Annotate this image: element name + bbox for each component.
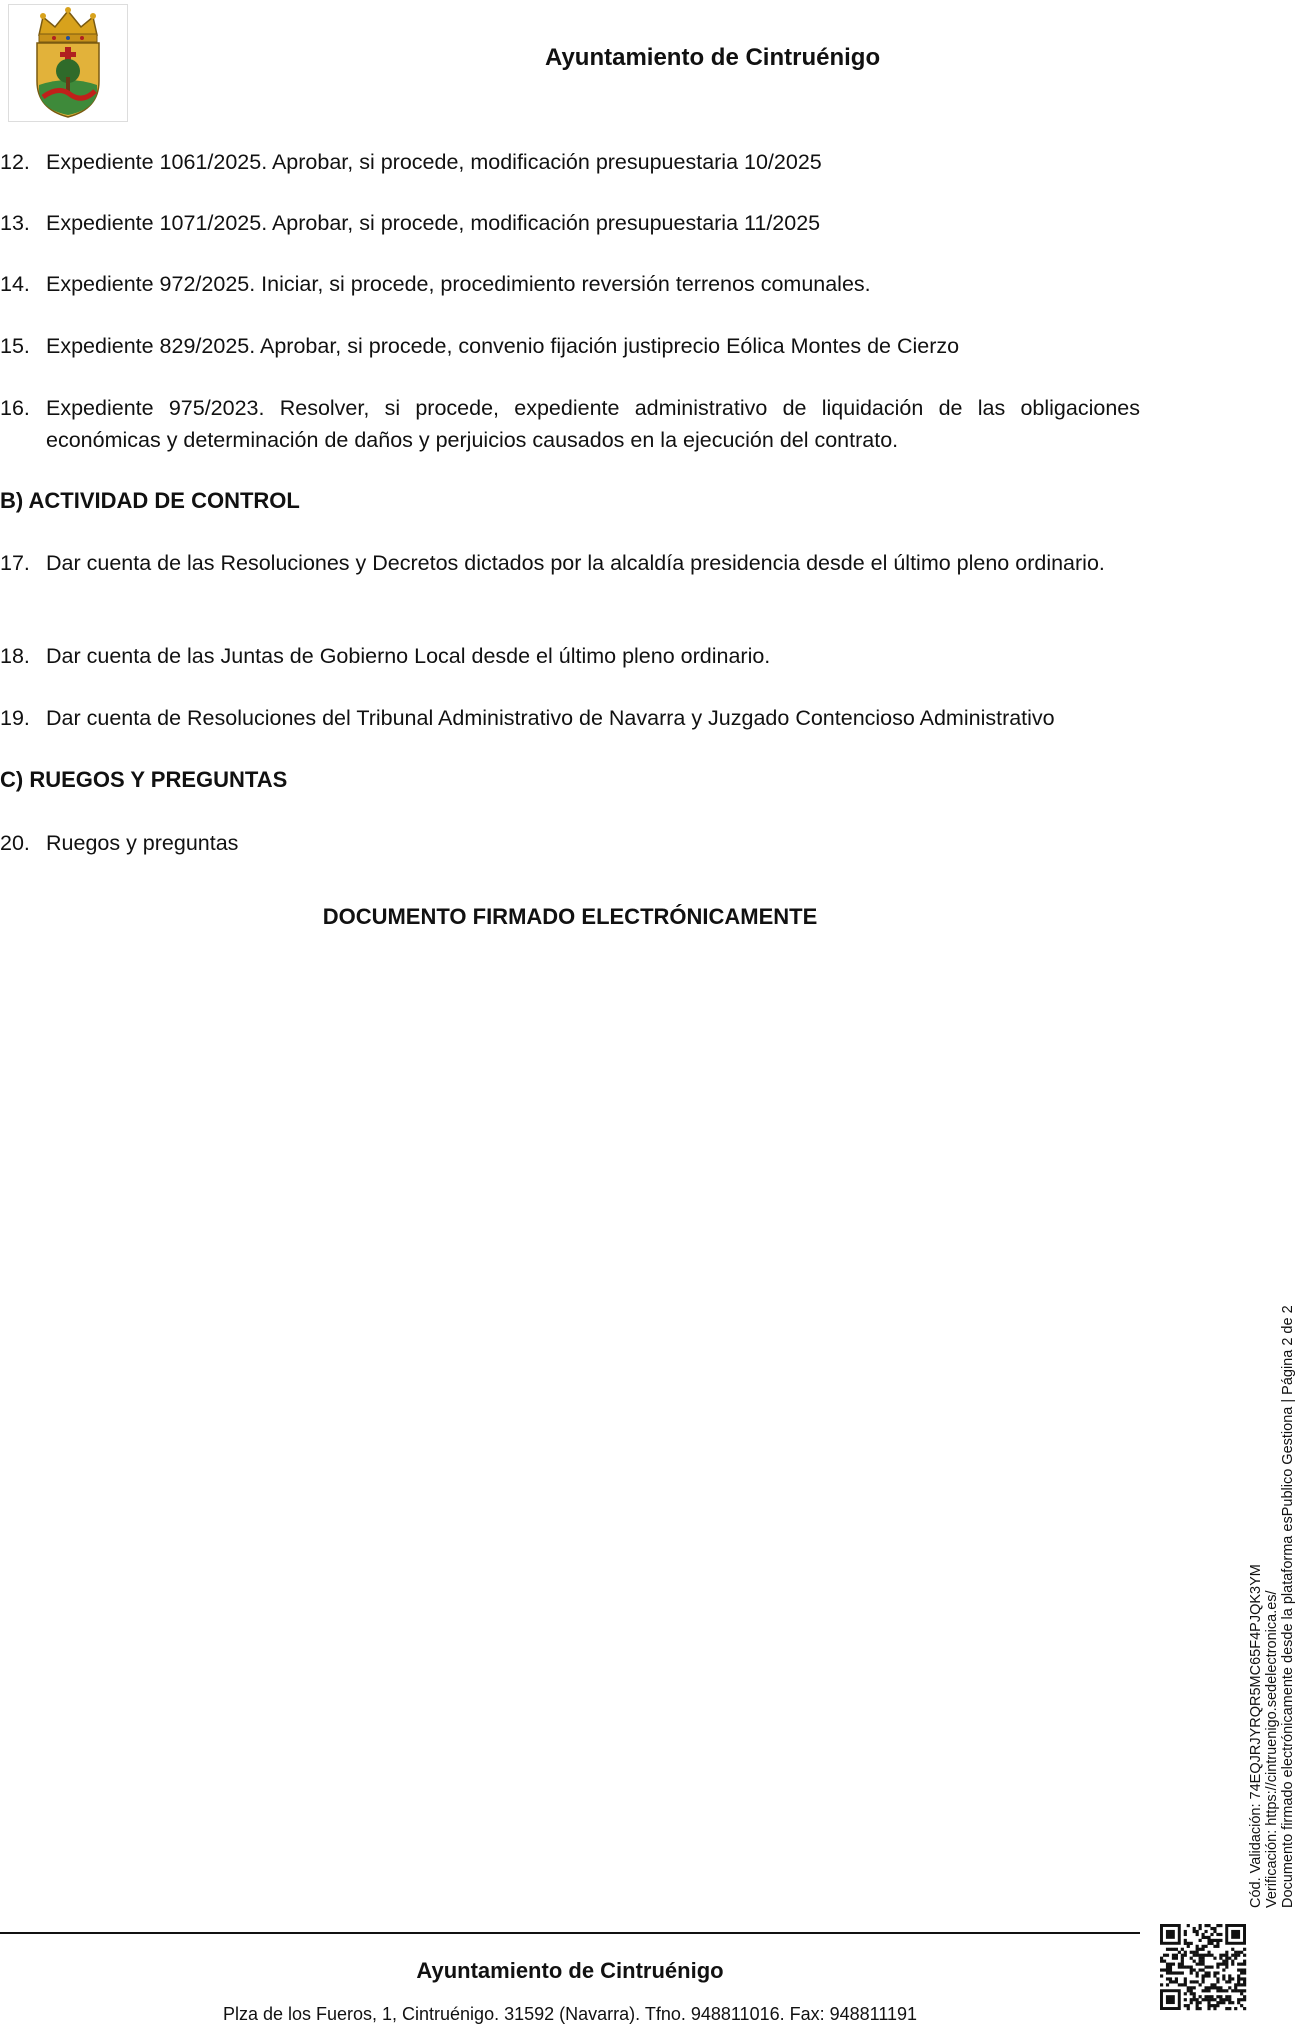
item-text: Ruegos y preguntas [46,831,239,855]
item-text: Dar cuenta de las Resoluciones y Decretos dictados por la alcaldía presidencia desde el último pleno ordinario. [46,551,1105,575]
agenda-item [0,702,1140,734]
agenda-item [0,640,1140,672]
item-number: 18. [0,644,30,668]
agenda-item [0,330,1140,362]
signed-notice: DOCUMENTO FIRMADO ELECTRÓNICAMENTE [322,904,818,929]
qr-code [1160,1924,1246,2010]
item-text: Expediente 972/2025. Iniciar, si procede, procedimiento reversión terrenos comunales. [46,272,871,296]
item-text: Expediente 1061/2025. Aprobar, si procede, modificación presupuestaria 10/2025 [46,150,822,174]
agenda-item [0,827,1140,859]
item-number: 17. [0,551,30,575]
agenda-item [0,547,1140,579]
municipal-coat-of-arms [8,4,128,122]
signature-note: Documento firmado electrónicamente desde la plataforma esPublico Gestiona | Página 2 de 2 [1280,1305,1296,1908]
item-number: 13. [0,211,30,235]
page-header-title: Ayuntamiento de Cintruénigo [545,44,881,71]
item-text: Dar cuenta de las Juntas de Gobierno Local desde el último pleno ordinario. [46,644,771,668]
footer-divider [0,1932,1140,1934]
agenda-item [0,268,1140,300]
footer-address: Plza de los Fueros, 1, Cintruénigo. 31592 (Navarra). Tfno. 948811016. Fax: 948811191 [222,2004,918,2024]
validation-stamp [1248,1268,1296,1908]
item-text: Expediente 975/2023. Resolver, si procede, expediente administrativo de liquidación de las obligaciones económicas y determinación de daños y perjuicios causados en la ejecución del contrato. [46,396,1140,452]
agenda-item [0,392,1140,456]
agenda-item [0,207,1140,239]
item-text: Expediente 829/2025. Aprobar, si procede, convenio fijación justiprecio Eólica Montes de Cierzo [46,334,960,358]
item-text: Dar cuenta de Resoluciones del Tribunal Administrativo de Navarra y Juzgado Contencioso Administrativo [46,706,1055,730]
item-number: 12. [0,150,30,174]
verification-url[interactable]: Verificación: https://cintruenigo.sedelectronica.es/ [1264,1590,1280,1908]
item-number: 19. [0,706,30,730]
agenda-item [0,146,1140,178]
footer-title: Ayuntamiento de Cintruénigo [416,1958,724,1983]
validation-code: Cód. Validación: 74EQJRJYRQR5MC65F4PJQK3YM [1248,1564,1264,1908]
section-heading-control: B) ACTIVIDAD DE CONTROL [0,488,300,513]
item-number: 16. [0,396,30,420]
item-number: 14. [0,272,30,296]
item-number: 15. [0,334,30,358]
section-heading-ruegos: C) RUEGOS Y PREGUNTAS [0,767,288,792]
item-number: 20. [0,831,30,855]
item-text: Expediente 1071/2025. Aprobar, si procede, modificación presupuestaria 11/2025 [46,211,821,235]
